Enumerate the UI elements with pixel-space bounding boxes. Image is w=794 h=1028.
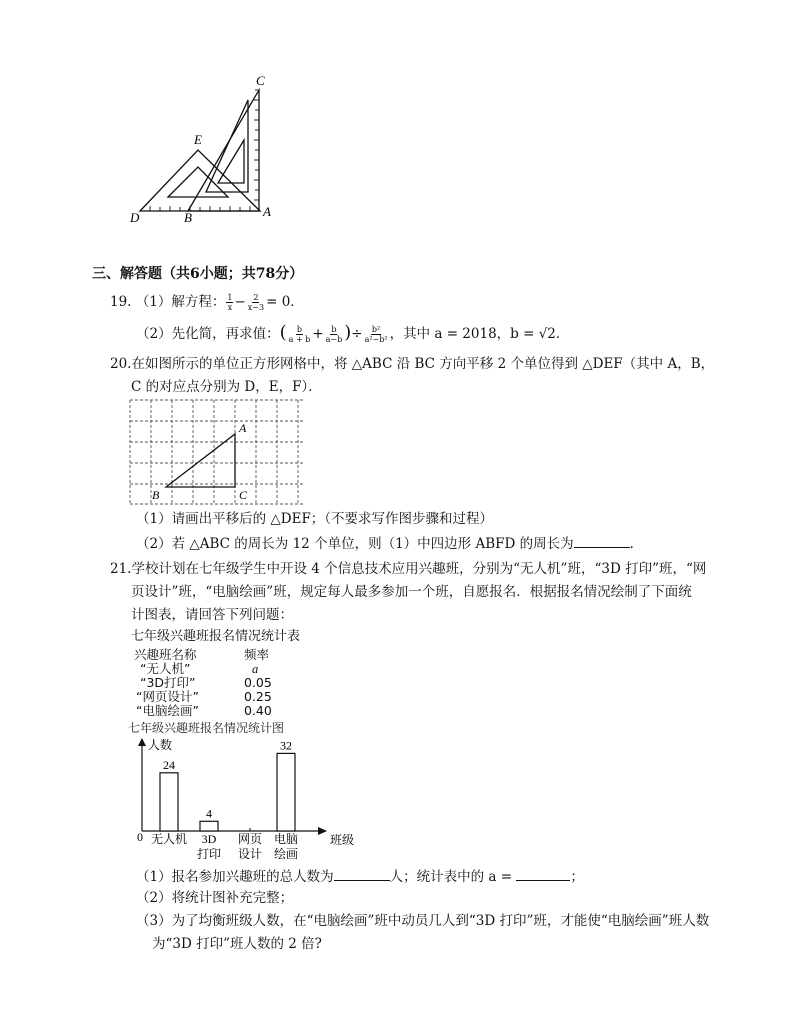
- fraction: $\frac{1}{x}$: [227, 293, 233, 312]
- answer-blank-a[interactable]: [516, 866, 570, 881]
- origin-label: 0: [137, 830, 143, 844]
- grid-label-b: B: [152, 488, 160, 502]
- q20-part1: （1）请画出平移后的 △DEF；（不要求写作图步骤和过程）: [136, 511, 494, 527]
- y-axis-arrow: [138, 738, 146, 746]
- x-tick-label: 打印: [196, 847, 222, 861]
- table-row: “网页设计” 0.25: [136, 689, 272, 704]
- triangle-dea: [140, 150, 260, 211]
- bar-value-label: 24: [163, 757, 175, 772]
- table-row: “无人机” a: [140, 661, 259, 676]
- label-e: E: [194, 132, 202, 147]
- answer-blank[interactable]: [574, 533, 630, 548]
- x-tick-label: 电脑: [273, 832, 299, 846]
- x-tick-label: 网页: [237, 832, 263, 846]
- section-title: 三、解答题（共6小题；共78分）: [92, 266, 304, 282]
- q19-number: 19.: [110, 294, 132, 310]
- x-axis-label: 班级: [330, 833, 355, 847]
- fraction: $\frac{2}{x-3}$: [247, 293, 265, 312]
- answer-blank-total[interactable]: [334, 866, 390, 881]
- q21-line1: 21.学校计划在七年级学生中开设 4 个信息技术应用兴趣班，分别为“无人机”班，“3D 打印”班，“网: [110, 561, 707, 577]
- table-row: “3D打印” 0.05: [140, 675, 272, 690]
- table-header-freq: 频率: [244, 647, 270, 662]
- x-tick-label: 无人机: [150, 832, 188, 846]
- table-row: “电脑绘画” 0.40: [136, 703, 272, 718]
- q21-number: 21.: [110, 561, 132, 577]
- q21-part3-line2: 为“3D 打印”班人数的 2 倍?: [152, 936, 322, 952]
- q20-part2: （2）若 △ABC 的周长为 12 个单位，则（1）中四边形 ABFD 的周长为 ．: [136, 533, 643, 553]
- bar: [277, 753, 295, 831]
- fraction: $\frac{\text{b²}}{\text{a²−b²}}$: [364, 325, 388, 344]
- bar-value-label: 4: [206, 806, 212, 821]
- label-d: D: [130, 210, 140, 225]
- stats-table-title: 七年级兴趣班报名情况统计表: [131, 629, 301, 644]
- label-b: B: [184, 210, 192, 225]
- grid-figure: [128, 398, 308, 508]
- fraction: $\frac{b}{a + b}$: [288, 325, 311, 344]
- x-tick-label: 绘画: [273, 847, 299, 861]
- set-squares-figure: [120, 70, 290, 228]
- table-header-name: 兴趣班名称: [134, 647, 197, 662]
- bar-value-label: 32: [280, 738, 292, 753]
- q19-part1: 19. （1）解方程： $\frac{1}{x}$ − $\frac{2}{x-3}$ = 0．: [110, 293, 304, 312]
- q21-line2: 页设计”班，“电脑绘画”班，规定每人最多参加一个班，自愿报名．根据报名情况绘制了下面统: [131, 584, 692, 600]
- label-a: A: [263, 204, 271, 219]
- grid-label-c: C: [239, 488, 248, 502]
- q20-line1: 20.在如图所示的单位正方形网格中，将 △ABC 沿 BC 方向平移 2 个单位得到 △DEF（其中 A，B，: [110, 356, 715, 372]
- bar: [200, 821, 218, 831]
- y-axis-label: 人数: [148, 738, 173, 752]
- q20-number: 20.: [110, 356, 132, 372]
- label-c: C: [256, 73, 265, 88]
- q20-line2: C 的对应点分别为 D，E，F）．: [131, 379, 322, 395]
- table-header-row: [134, 648, 272, 662]
- chart-title: 七年级兴趣班报名情况统计图: [128, 721, 285, 735]
- stats-table: [134, 648, 272, 718]
- q21-part3-line1: （3）为了均衡班级人数，在“电脑绘画”班中动员几人到“3D 打印”班，才能使“电脑绘画”班人数: [136, 913, 710, 929]
- q21-part2: （2）将统计图补充完整；: [136, 890, 294, 906]
- fraction: $\frac{b}{a-b}$: [325, 325, 343, 344]
- bar: [160, 773, 178, 831]
- grid-label-a: A: [239, 421, 247, 435]
- q19-part2: （2）先化简，再求值：( $\frac{b}{a + b}$ + $\frac{b}{a-b}$ )÷ $\frac{\text{b²}}{\text{a²−b²}}$ ，其中 a = 2018，b = √2．: [136, 322, 570, 344]
- q21-part1: （1）报名参加兴趣班的总人数为 人；统计表中的 a = ；: [136, 866, 584, 886]
- q21-line3: 计图表，请回答下列问题：: [131, 607, 293, 623]
- x-tick-label: 3D: [201, 832, 217, 846]
- x-axis-arrow: [318, 827, 327, 835]
- x-tick-label: 设计: [237, 847, 263, 861]
- bar-chart: [128, 718, 358, 866]
